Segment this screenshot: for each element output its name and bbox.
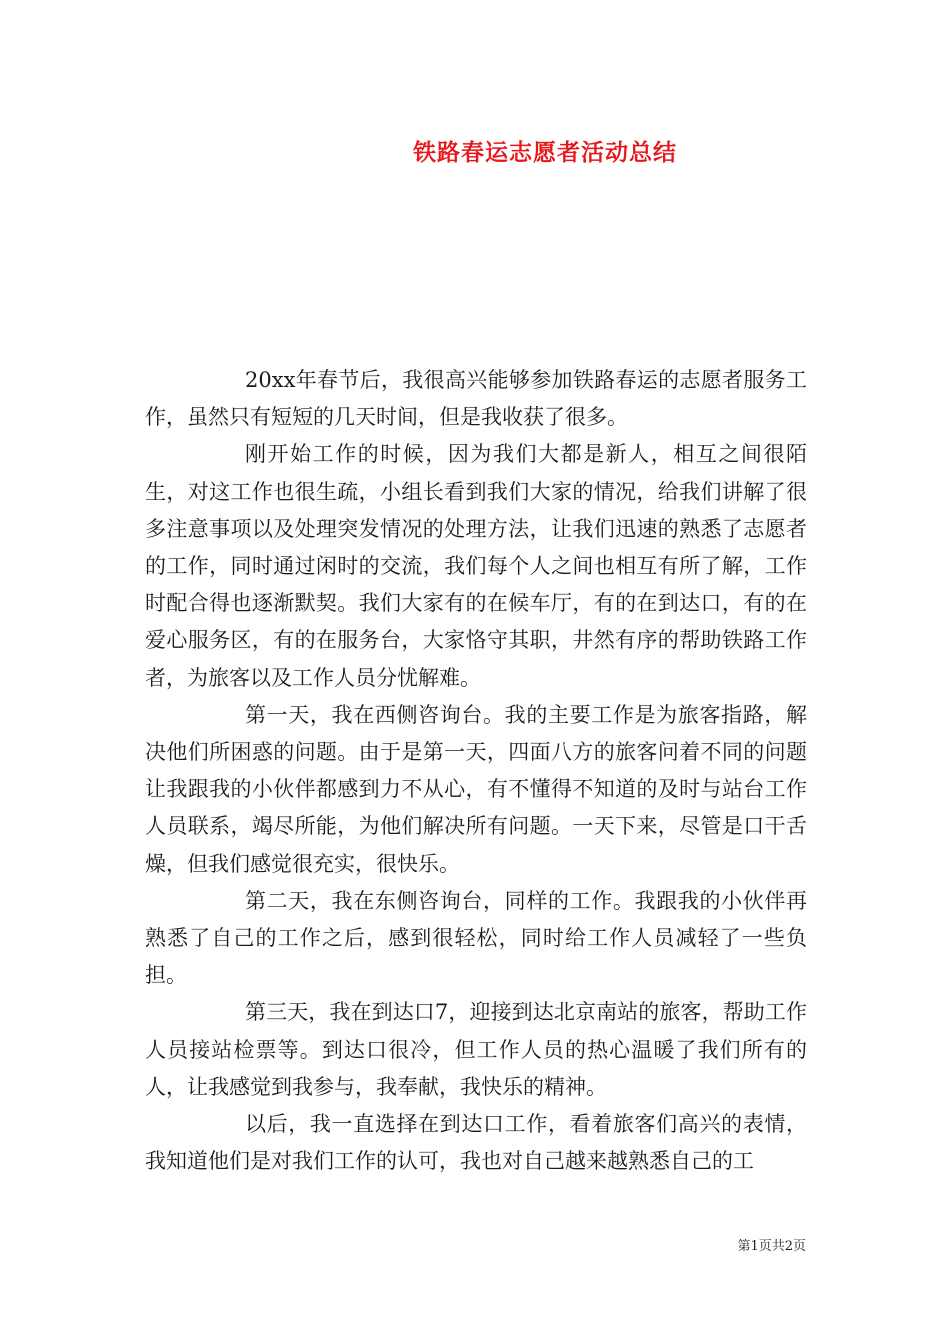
paragraph: 第三天，我在到达口7，迎接到达北京南站的旅客，帮助工作人员接站检票等。到达口很冷，但工作人员的热心温暖了我们所有的人，让我感觉到我参与，我奉献，我快乐的精神。 (145, 1000, 807, 1099)
paragraph: 第一天，我在西侧咨询台。我的主要工作是为旅客指路，解决他们所困惑的问题。由于是第一天，四面八方的旅客问着不同的问题让我跟我的小伙伴都感到力不从心，有不懂得不知道的及时与站台工作人员联系，竭尽所能，为他们解决所有问题。一天下来，尽管是口干舌燥，但我们感觉很充实，很快乐。 (145, 702, 807, 876)
paragraph: 刚开始工作的时候，因为我们大都是新人，相互之间很陌生，对这工作也很生疏，小组长看到我们大家的情况，给我们讲解了很多注意事项以及处理突发情况的处理方法，让我们迅速的熟悉了志愿者的工作，同时通过闲时的交流，我们每个人之间也相互有所了解，工作时配合得也逐渐默契。我们大家有的在候车厅，有的在到达口，有的在爱心服务区，有的在服务台，大家恪守其职，井然有序的帮助铁路工作者，为旅客以及工作人员分忧解难。 (145, 442, 807, 690)
document-body (145, 362, 807, 1180)
paragraph: 第二天，我在东侧咨询台，同样的工作。我跟我的小伙伴再熟悉了自己的工作之后，感到很轻松，同时给工作人员减轻了一些负担。 (145, 888, 807, 988)
paragraph: 以后，我一直选择在到达口工作，看着旅客们高兴的表情，我知道他们是对我们工作的认可，我也对自己越来越熟悉自己的工 (145, 1112, 807, 1174)
page-number-footer: 第1页共2页 (737, 1239, 806, 1254)
document-title: 铁路春运志愿者活动总结 (413, 139, 677, 166)
paragraph: 20xx年春节后，我很高兴能够参加铁路春运的志愿者服务工作，虽然只有短短的几天时间，但是我收获了很多。 (145, 368, 807, 430)
